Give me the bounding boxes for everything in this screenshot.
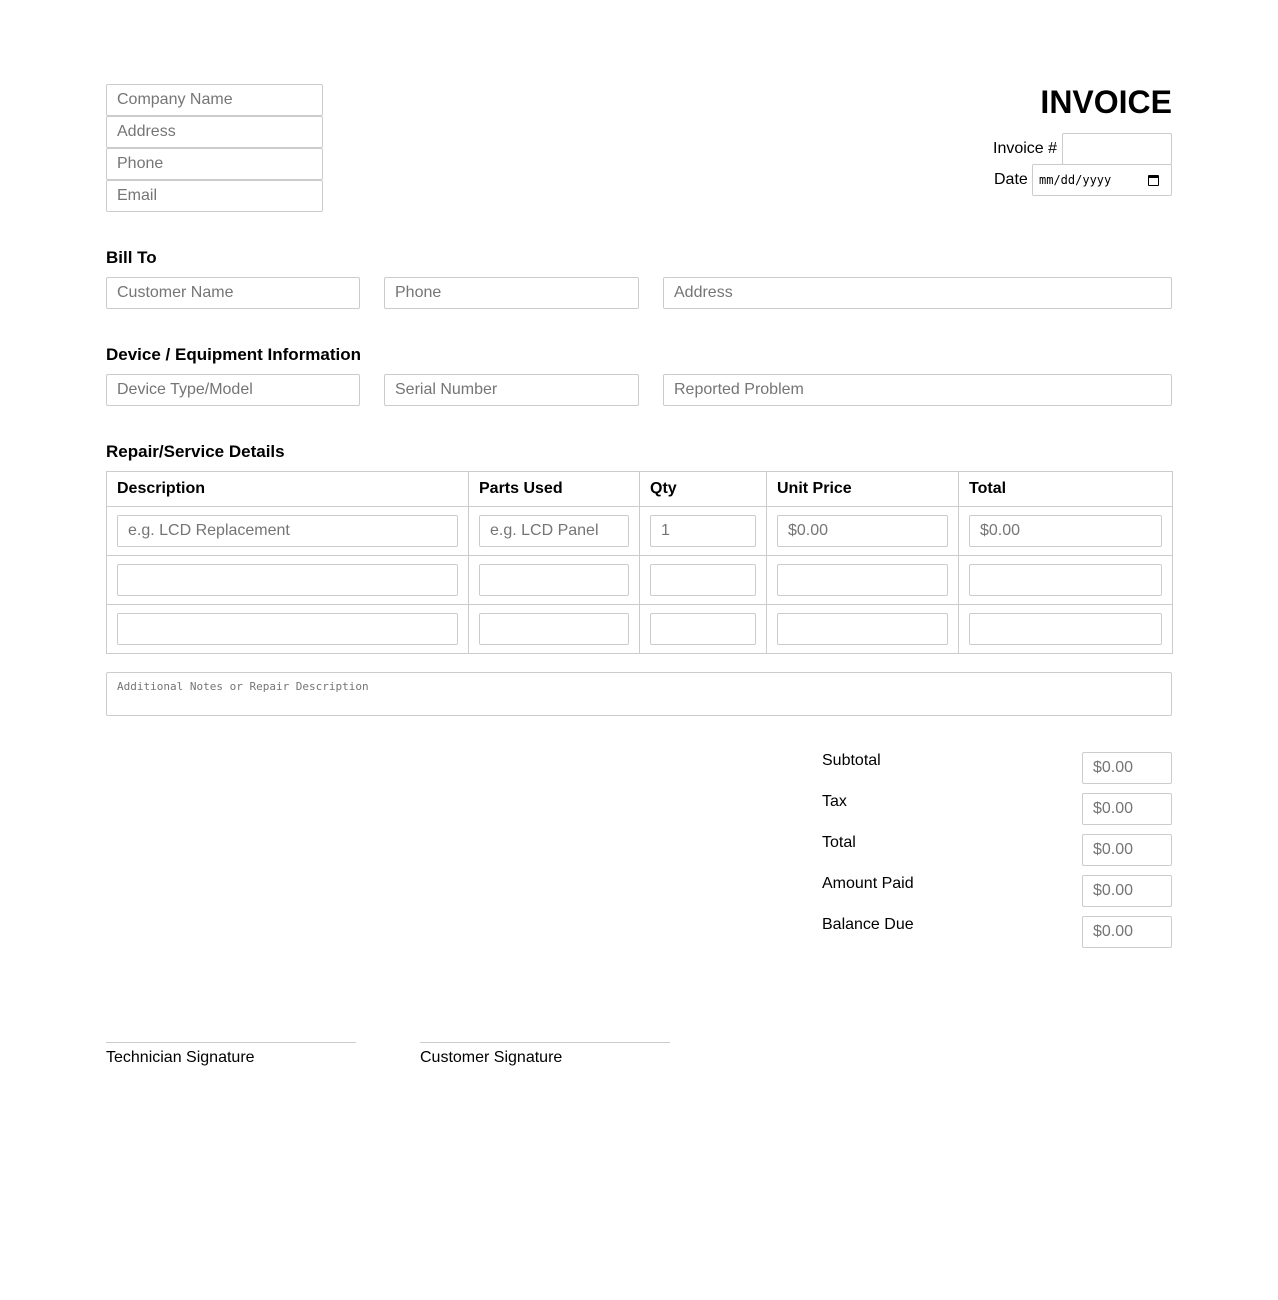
company-phone-input[interactable] [106, 148, 323, 180]
technician-signature-line[interactable] [106, 1042, 356, 1043]
total-input[interactable] [1082, 834, 1172, 866]
unit-price-input[interactable] [777, 613, 948, 645]
invoice-number-input[interactable] [1062, 133, 1172, 165]
parts-input[interactable] [479, 613, 629, 645]
serial-number-input[interactable] [384, 374, 639, 406]
table-row [107, 605, 1173, 654]
invoice-number-label: Invoice # [993, 140, 1058, 157]
qty-input[interactable] [650, 613, 756, 645]
parts-input[interactable] [479, 564, 629, 596]
company-name-input[interactable] [106, 84, 323, 116]
description-input[interactable] [117, 515, 458, 547]
tax-input[interactable] [1082, 793, 1172, 825]
company-address-input[interactable] [106, 116, 323, 148]
total-label: Total [822, 834, 856, 851]
subtotal-input[interactable] [1082, 752, 1172, 784]
line-total-input[interactable] [969, 564, 1162, 596]
balance-due-input[interactable] [1082, 916, 1172, 948]
notes-textarea[interactable] [106, 672, 1172, 716]
device-type-input[interactable] [106, 374, 360, 406]
repair-heading: Repair/Service Details [106, 442, 285, 461]
column-header-unit-price: Unit Price [767, 472, 959, 507]
column-header-parts: Parts Used [469, 472, 640, 507]
subtotal-label: Subtotal [822, 752, 881, 769]
customer-signature-line[interactable] [420, 1042, 670, 1043]
line-total-input[interactable] [969, 515, 1162, 547]
bill-to-heading: Bill To [106, 248, 157, 267]
qty-input[interactable] [650, 564, 756, 596]
company-email-input[interactable] [106, 180, 323, 212]
description-input[interactable] [117, 613, 458, 645]
date-placeholder: mm/dd/yyyy [1039, 173, 1112, 187]
customer-signature-label: Customer Signature [420, 1049, 563, 1066]
line-total-input[interactable] [969, 613, 1162, 645]
amount-paid-input[interactable] [1082, 875, 1172, 907]
table-header-row [107, 472, 1173, 507]
technician-signature-label: Technician Signature [106, 1049, 255, 1066]
customer-address-input[interactable] [663, 277, 1172, 309]
unit-price-input[interactable] [777, 564, 948, 596]
parts-input[interactable] [479, 515, 629, 547]
invoice-title: INVOICE [1040, 84, 1172, 120]
date-input[interactable] [1032, 164, 1172, 196]
description-input[interactable] [117, 564, 458, 596]
qty-input[interactable] [650, 515, 756, 547]
column-header-qty: Qty [640, 472, 767, 507]
device-heading: Device / Equipment Information [106, 345, 362, 364]
column-header-description: Description [107, 472, 469, 507]
calendar-icon[interactable] [1148, 175, 1159, 186]
unit-price-input[interactable] [777, 515, 948, 547]
table-row [107, 507, 1173, 556]
amount-paid-label: Amount Paid [822, 875, 914, 892]
column-header-total: Total [959, 472, 1173, 507]
tax-label: Tax [822, 793, 847, 810]
date-label: Date [994, 171, 1028, 188]
balance-due-label: Balance Due [822, 916, 914, 933]
customer-phone-input[interactable] [384, 277, 639, 309]
table-row [107, 556, 1173, 605]
reported-problem-input[interactable] [663, 374, 1172, 406]
repair-table [106, 471, 1173, 654]
customer-name-input[interactable] [106, 277, 360, 309]
